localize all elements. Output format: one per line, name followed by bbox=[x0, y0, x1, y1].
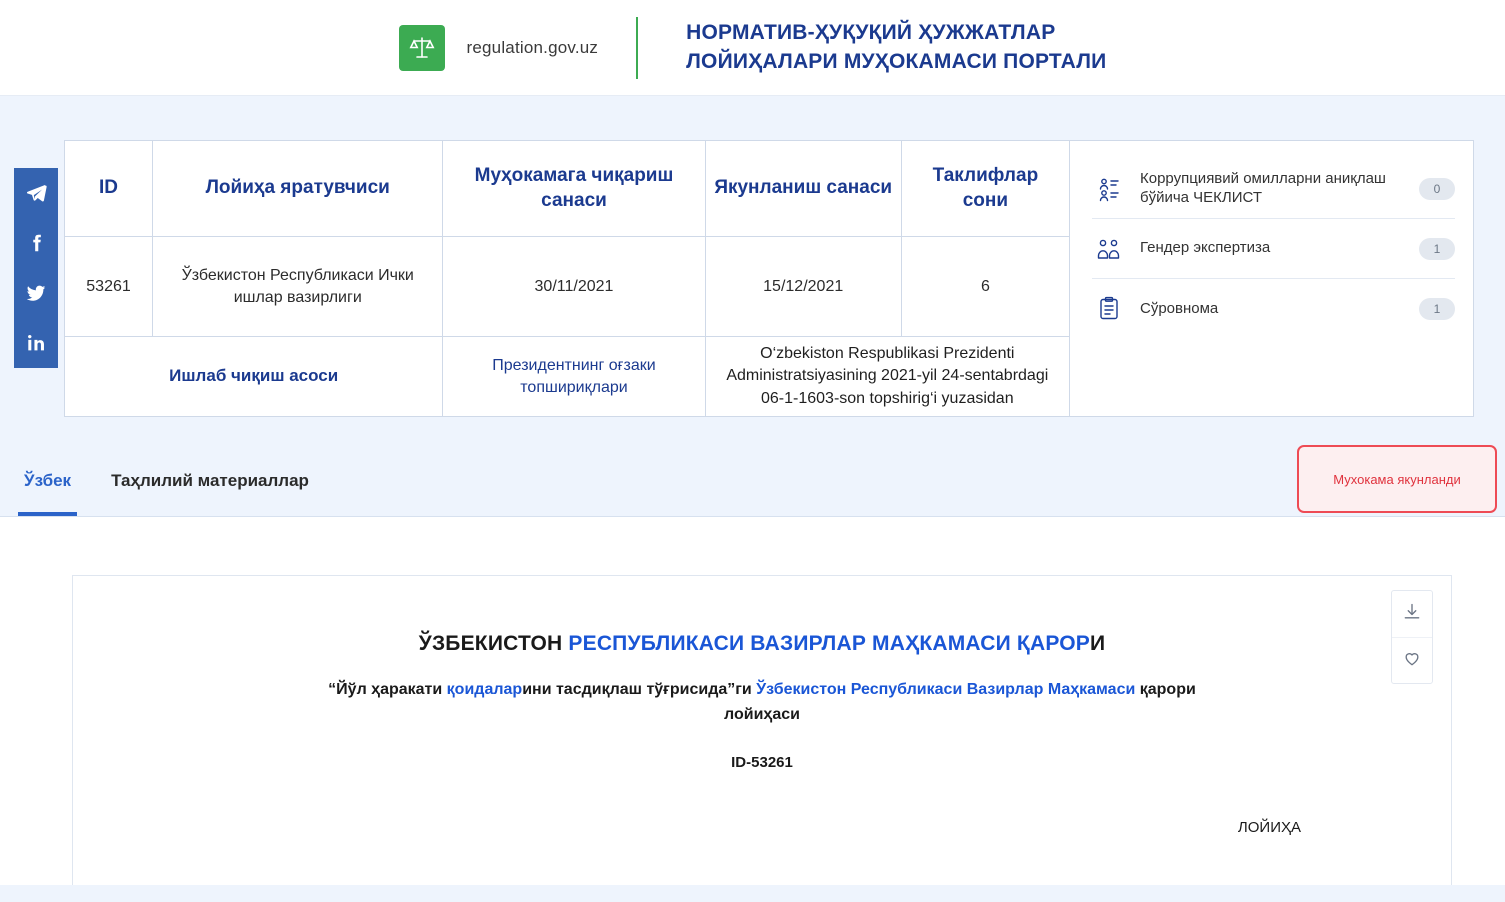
cell-id: 53261 bbox=[65, 237, 153, 337]
telegram-icon bbox=[25, 182, 47, 204]
col-header-id: ID bbox=[65, 141, 153, 237]
table-row-basis bbox=[65, 337, 1070, 417]
favorite-button[interactable] bbox=[1392, 637, 1432, 683]
twitter-icon bbox=[25, 282, 47, 304]
panel-item-label: Сўровнома bbox=[1140, 299, 1219, 317]
table-header-row bbox=[65, 141, 1070, 237]
twitter-share-button[interactable] bbox=[14, 268, 58, 318]
brand-domain: regulation.gov.uz bbox=[466, 37, 599, 57]
document-title bbox=[163, 632, 1361, 656]
page-title bbox=[686, 19, 1106, 76]
panel-item-gender-expertise[interactable] bbox=[1092, 219, 1455, 279]
cell-proposals: 6 bbox=[901, 237, 1069, 337]
cell-creator: Ўзбекистон Республикаси Ички ишлар вазирлиги bbox=[153, 237, 443, 337]
status-badge: Мухокама якунланди bbox=[1297, 445, 1497, 513]
download-icon bbox=[1402, 602, 1422, 627]
page-title-line2: ЛОЙИҲАЛАРИ МУҲОКАМАСИ ПОРТАЛИ bbox=[686, 49, 1107, 73]
brand-block bbox=[399, 17, 1107, 79]
panel-item-label: Гендер экспертиза bbox=[1140, 239, 1271, 257]
panel-item-label: Коррупциявий омилларни аниқлаш бўйича ЧЕКЛИСТ bbox=[1140, 169, 1386, 206]
document-tools bbox=[1391, 590, 1433, 684]
linkedin-icon bbox=[25, 332, 47, 354]
document-title-part2: И bbox=[1090, 632, 1106, 656]
page-body bbox=[0, 96, 1505, 902]
tab-uzbek[interactable]: Ўзбек bbox=[18, 445, 77, 516]
col-header-start-date: Муҳокамага чиқариш санаси bbox=[443, 141, 705, 237]
social-share-rail bbox=[14, 168, 58, 368]
header-divider bbox=[636, 17, 638, 79]
panel-item-count: 0 bbox=[1419, 178, 1455, 200]
facebook-icon bbox=[25, 232, 47, 254]
expertise-panel bbox=[1070, 140, 1474, 417]
tabs-list bbox=[0, 445, 315, 516]
subtitle-part3: қарори лойиҳаси bbox=[724, 681, 1196, 723]
tabs-bar bbox=[0, 445, 1505, 517]
panel-item-survey[interactable] bbox=[1092, 279, 1455, 339]
document-draft-label: ЛОЙИҲА bbox=[1237, 818, 1301, 836]
cell-end-date: 15/12/2021 bbox=[705, 237, 901, 337]
cell-start-date: 30/11/2021 bbox=[443, 237, 705, 337]
site-header bbox=[0, 0, 1505, 96]
survey-clipboard-icon bbox=[1092, 296, 1126, 322]
cell-basis-value: Президентнинг оғзаки топшириқлари bbox=[443, 337, 705, 417]
panel-item-corruption-checklist[interactable] bbox=[1092, 159, 1455, 219]
heart-icon bbox=[1402, 648, 1422, 673]
panel-item-count: 1 bbox=[1419, 298, 1455, 320]
download-button[interactable] bbox=[1392, 591, 1432, 637]
cell-basis-label: Ишлаб чиқиш асоси bbox=[65, 337, 443, 417]
subtitle-part2: ини тасдиқлаш тўғрисида”ги bbox=[522, 681, 757, 699]
document-viewer bbox=[0, 517, 1505, 885]
subtitle-part1: “Йўл ҳаракати bbox=[328, 681, 447, 699]
facebook-share-button[interactable] bbox=[14, 218, 58, 268]
document-title-part1: ЎЗБЕКИСТОН bbox=[418, 632, 569, 656]
panel-item-count: 1 bbox=[1419, 238, 1455, 260]
project-info-section bbox=[64, 96, 1474, 417]
subtitle-blue-1: қоидалар bbox=[446, 681, 523, 699]
document-id: ID-53261 bbox=[731, 753, 793, 771]
table-row bbox=[65, 237, 1070, 337]
linkedin-share-button[interactable] bbox=[14, 318, 58, 368]
col-header-creator: Лойиҳа яратувчиси bbox=[153, 141, 443, 237]
scales-of-justice-icon[interactable] bbox=[399, 25, 445, 71]
page-title-line1: НОРМАТИВ-ҲУҚУҚИЙ ҲУЖЖАТЛАР bbox=[686, 21, 1056, 45]
tab-analytical-materials[interactable]: Таҳлилий материаллар bbox=[111, 470, 309, 490]
document-subtitle bbox=[312, 678, 1212, 728]
gender-expertise-icon bbox=[1092, 236, 1126, 262]
subtitle-blue-2: Ўзбекистон Республикаси Вазирлар Маҳкамаси bbox=[756, 681, 1136, 699]
project-info-table bbox=[64, 140, 1070, 417]
col-header-end-date: Якунланиш санаси bbox=[705, 141, 901, 237]
document-page bbox=[72, 575, 1452, 885]
col-header-proposals: Таклифлар сони bbox=[901, 141, 1069, 237]
cell-basis-detail: O‘zbekiston Respublikasi Prezidenti Administratsiyasining 2021-yil 24-sentabrdagi 06-1-1603-son topshirig‘i yuzasidan bbox=[705, 337, 1069, 417]
document-title-blue: РЕСПУБЛИКАСИ ВАЗИРЛАР МАҲКАМАСИ ҚАРОР bbox=[568, 632, 1090, 656]
corruption-checklist-icon bbox=[1092, 176, 1126, 202]
telegram-share-button[interactable] bbox=[14, 168, 58, 218]
